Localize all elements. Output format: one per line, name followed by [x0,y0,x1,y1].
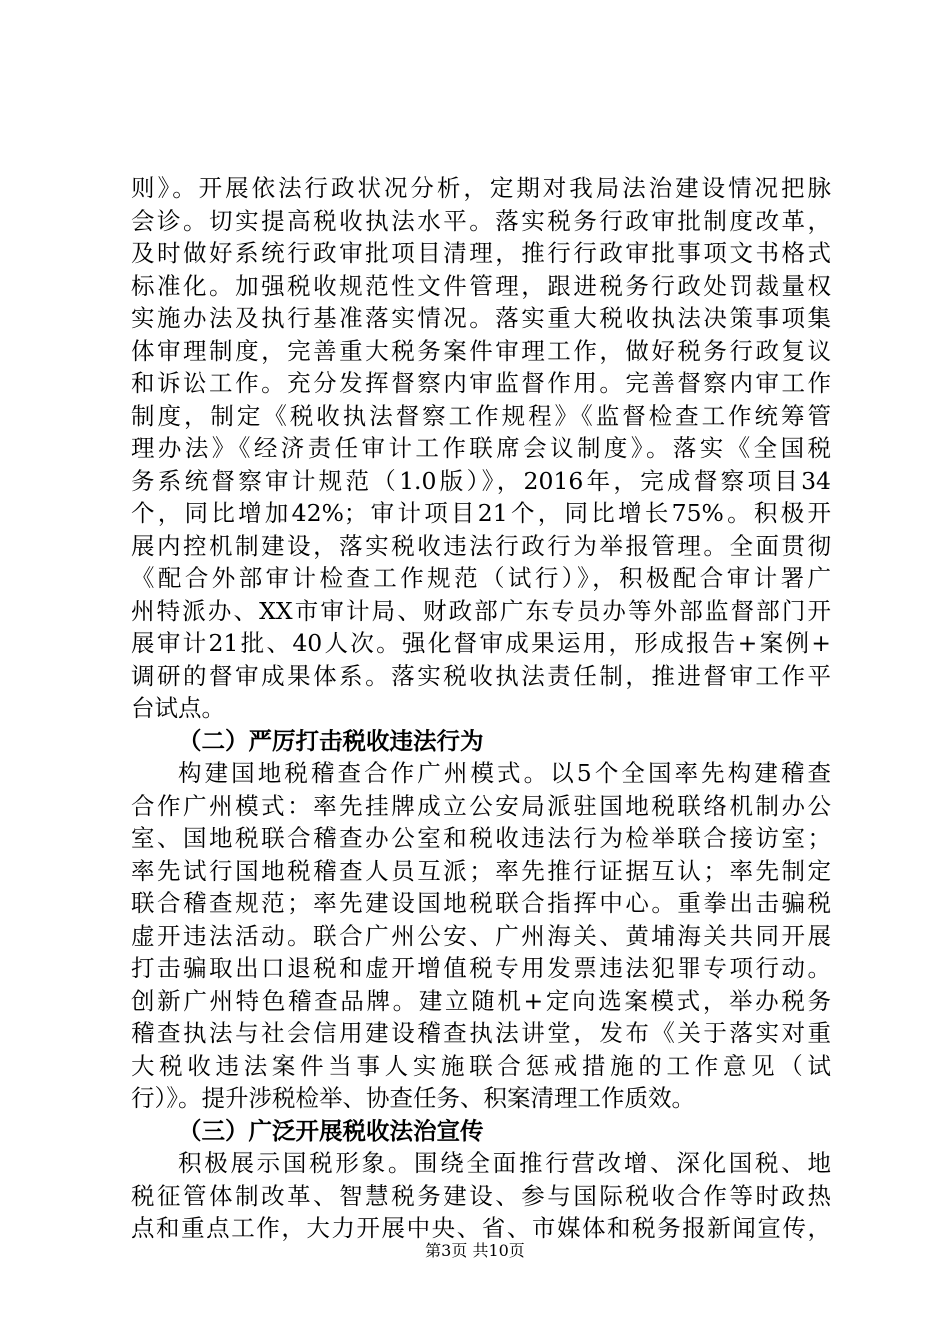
page-number-footer: 第3页 共10页 [425,1241,525,1260]
paragraph-line: 《配合外部审计检查工作规范（试行）》，积极配合审计署广 [131,564,831,592]
section-heading-3: （三）广泛开展税收法治宣传 [178,1116,484,1145]
paragraph-line: 理办法》《经济责任审计工作联席会议制度》。落实《全国税 [131,434,831,462]
paragraph-line: 州特派办、XX市审计局、财政部广东专员办等外部监督部门开 [131,596,831,625]
paragraph-line: 构建国地税稽查合作广州模式。以5个全国率先构建稽查 [178,759,831,787]
paragraph-line: 会诊。切实提高税收执法水平。落实税务行政审批制度改革， [131,206,831,235]
section-heading-2: （二）严厉打击税收违法行为 [178,726,484,755]
paragraph-line: 创新广州特色稽查品牌。建立随机+定向选案模式，举办税务 [131,986,831,1015]
paragraph-line: 实施办法及执行基准落实情况。落实重大税收执法决策事项集 [131,304,831,332]
paragraph-line: 调研的督审成果体系。落实税收执法责任制，推进督审工作平 [131,661,831,690]
paragraph-line: 台试点。 [131,694,225,722]
paragraph-line: 室、国地税联合稽查办公室和税收违法行为检举联合接访室； [131,824,831,852]
paragraph-line: 制度，制定《税收执法督察工作规程》《监督检查工作统筹管 [131,401,831,430]
paragraph-line: 积极展示国税形象。围绕全面推行营改增、深化国税、地 [178,1149,831,1177]
paragraph-line: 及时做好系统行政审批项目清理，推行行政审批事项文书格式 [131,239,831,267]
paragraph-line: 率先试行国地税稽查人员互派；率先推行证据互认；率先制定 [131,856,831,885]
paragraph-line: 联合稽查规范；率先建设国地税联合指挥中心。重拳出击骗税 [131,889,831,917]
paragraph-line: 大税收违法案件当事人实施联合惩戒措施的工作意见（试 [131,1051,831,1080]
paragraph-line: 和诉讼工作。充分发挥督察内审监督作用。完善督察内审工作 [131,369,831,397]
paragraph-line: 务系统督察审计规范（1.0版）》，2016年，完成督察项目34 [131,466,831,495]
paragraph-line: 标准化。加强税收规范性文件管理，跟进税务行政处罚裁量权 [131,271,831,300]
paragraph-line: 虚开违法活动。联合广州公安、广州海关、黄埔海关共同开展 [131,921,831,950]
paragraph-line: 则》。开展依法行政状况分析，定期对我局法治建设情况把脉 [131,174,831,202]
paragraph-line: 稽查执法与社会信用建设稽查执法讲堂，发布《关于落实对重 [131,1019,831,1047]
paragraph-line: 税征管体制改革、智慧税务建设、参与国际税收合作等时政热 [131,1181,831,1210]
paragraph-line: 个，同比增加42%；审计项目21个，同比增长75%。积极开 [131,499,831,527]
paragraph-line: 打击骗取出口退税和虚开增值税专用发票违法犯罪专项行动。 [131,954,831,982]
paragraph-line: 展审计21批、40人次。强化督审成果运用，形成报告+案例+ [131,629,831,657]
paragraph-line: 行）》。提升涉税检举、协查任务、积案清理工作质效。 [131,1084,695,1112]
paragraph-line: 展内控机制建设，落实税收违法行政行为举报管理。全面贯彻 [131,531,831,560]
paragraph-line: 合作广州模式：率先挂牌成立公安局派驻国地税联络机制办公 [131,791,831,820]
paragraph-line: 体审理制度，完善重大税务案件审理工作，做好税务行政复议 [131,336,831,365]
document-body [131,172,831,1245]
paragraph-line: 点和重点工作，大力开展中央、省、市媒体和税务报新闻宣传， [131,1214,831,1242]
